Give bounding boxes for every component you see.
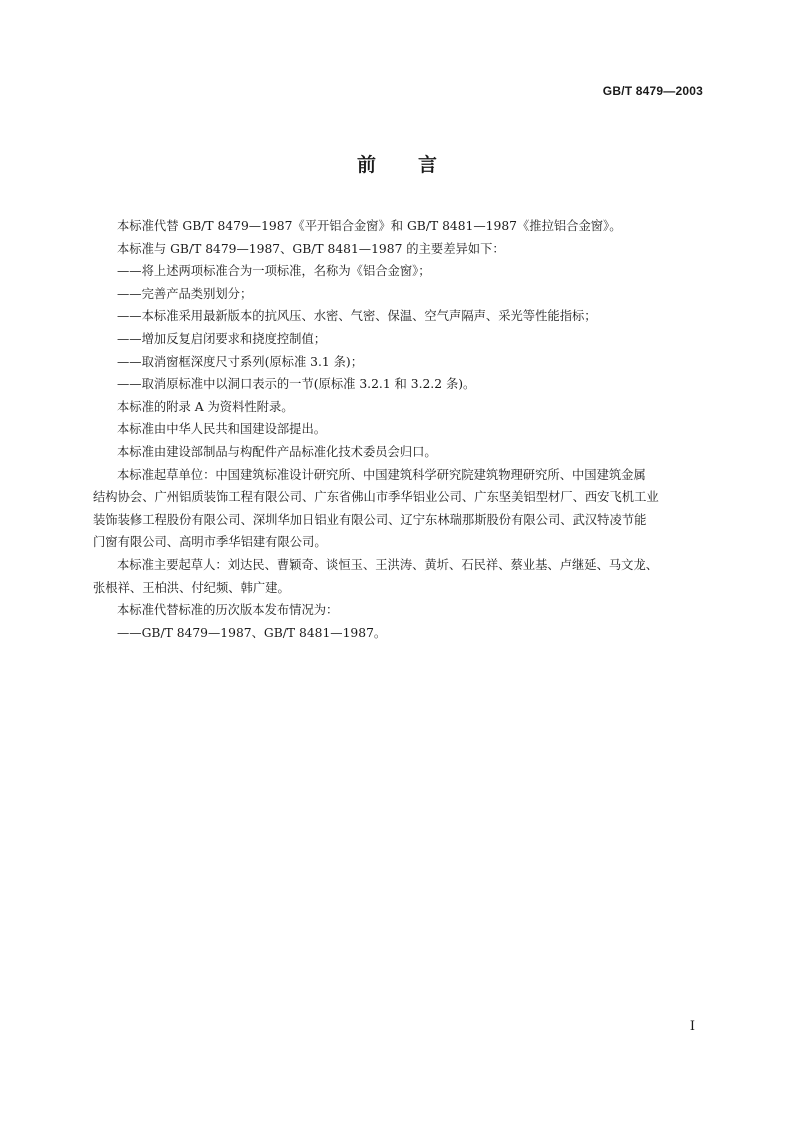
paragraph-line: ——完善产品类别划分；	[117, 286, 253, 301]
paragraph-line: ——本标准采用最新版本的抗风压、水密、气密、保温、空气声隔声、采光等性能指标；	[117, 309, 597, 324]
paragraph-line: 本标准由建设部制品与构配件产品标准化技术委员会归口。	[117, 444, 437, 459]
paragraph-continuation-line: 结构协会、广州铝质装饰工程有限公司、广东省佛山市季华铝业公司、广东坚美铝型材厂、西安飞机工业	[93, 490, 659, 505]
paragraph-line: 本标准与 GB/T 8479—1987、GB/T 8481—1987 的主要差异如下：	[117, 241, 505, 256]
page-title: 前言	[356, 154, 479, 176]
paragraph-line: ——GB/T 8479—1987、GB/T 8481—1987。	[117, 625, 387, 640]
paragraph-line: ——增加反复启闭要求和挠度控制值；	[117, 331, 327, 346]
body-text	[93, 215, 703, 644]
paragraph-line: ——取消原标准中以洞口表示的一节(原标准 3.2.1 和 3.2.2 条)。	[117, 377, 476, 392]
paragraph-line: ——将上述两项标准合为一项标准，名称为《铝合金窗》；	[117, 264, 431, 279]
paragraph-continuation-line: 装饰装修工程股份有限公司、深圳华加日铝业有限公司、辽宁东林瑞那斯股份有限公司、武汉特凌节能	[93, 512, 647, 527]
paragraph-line: 本标准由中华人民共和国建设部提出。	[117, 422, 327, 437]
paragraph-line: 本标准的附录 A 为资料性附录。	[117, 399, 294, 414]
paragraph-continuation-line: 张根祥、王柏洪、付纪频、韩广建。	[93, 580, 290, 595]
paragraph-line: 本标准代替 GB/T 8479—1987《平开铝合金窗》和 GB/T 8481—1987《推拉铝合金窗》。	[117, 219, 622, 233]
paragraph-line: 本标准起草单位：中国建筑标准设计研究所、中国建筑科学研究院建筑物理研究所、中国建筑金属	[117, 467, 646, 482]
paragraph-continuation-line: 门窗有限公司、高明市季华铝建有限公司。	[93, 535, 327, 550]
page-number: I	[689, 1019, 695, 1034]
paragraph-line: 本标准代替标准的历次版本发布情况为：	[117, 603, 339, 618]
paragraph-line: 本标准主要起草人：刘达民、曹颖奇、谈恒玉、王洪涛、黄圻、石民祥、蔡业基、卢继延、马文龙、	[117, 557, 659, 572]
paragraph-line: ——取消窗框深度尺寸系列(原标准 3.1 条)；	[117, 354, 364, 369]
standard-code: GB/T 8479—2003	[602, 84, 703, 98]
